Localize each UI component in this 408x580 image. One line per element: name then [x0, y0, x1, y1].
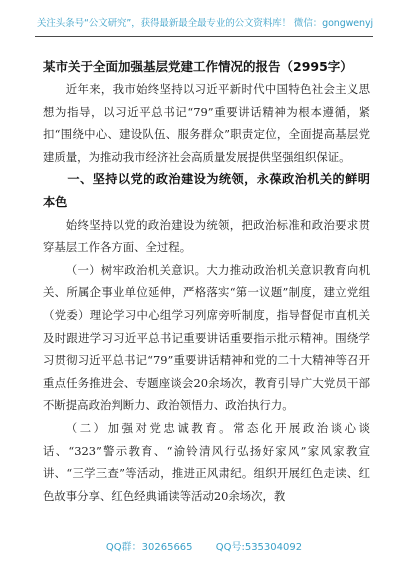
body-paragraph: （二）加强对党忠诚教育。常态化开展政治谈心谈话、“323”警示教育、“渝铃清风行弘扬好家风”家风家教宣讲、“三学三查”等活动，推进正风肃纪。组织开展红色走读、红色故事分享、红色经典诵读等活动20余场次，教 [43, 420, 370, 503]
header-divider [35, 36, 373, 37]
document-body [43, 78, 370, 507]
footer-contact [0, 538, 408, 553]
section-heading-1: 一、坚持以党的政治建设为统领，永葆政治机关的鲜明本色 [43, 172, 370, 209]
header-banner: 关注头条号“公文研究”，获得最新最全最专业的公文资料库！ 微信：gongwenyj [36, 18, 374, 29]
intro-paragraph: 近年来，我市始终坚持以习近平新时代中国特色社会主义思想为指导，以习近平总书记“79”重要讲话精神为根本遵循，紧扣“围绕中心、建设队伍、服务群众”职责定位，全面提高基层党建质量，为推动我市经济社会高质量发展提供坚强组织保证。 [43, 82, 370, 164]
footer-qq-number: QQ号:535304092 [215, 542, 303, 553]
body-paragraph: 始终坚持以党的政治建设为统领，把政治标准和政治要求贯穿基层工作各方面、全过程。 [43, 217, 370, 255]
document-title: 某市关于全面加强基层党建工作情况的报告（2995字） [43, 59, 353, 74]
footer-qq-group: QQ群：30265665 [105, 542, 193, 553]
body-paragraph: （一）树牢政治机关意识。大力推动政治机关意识教育向机关、所属企事业单位延伸，严格落实“第一议题”制度，建立党组（党委）理论学习中心组学习列席旁听制度，指导督促市直机关及时跟进学习习近平总书记重要讲话重要指示批示精神。围绕学习贯彻习近平总书记“79”重要讲话精神和党的二十大精神等召开重点任务推进会、专题座谈会20余场次，教育引导广大党员干部不断提高政治判断力、政治领悟力、政治执行力。 [43, 262, 370, 413]
